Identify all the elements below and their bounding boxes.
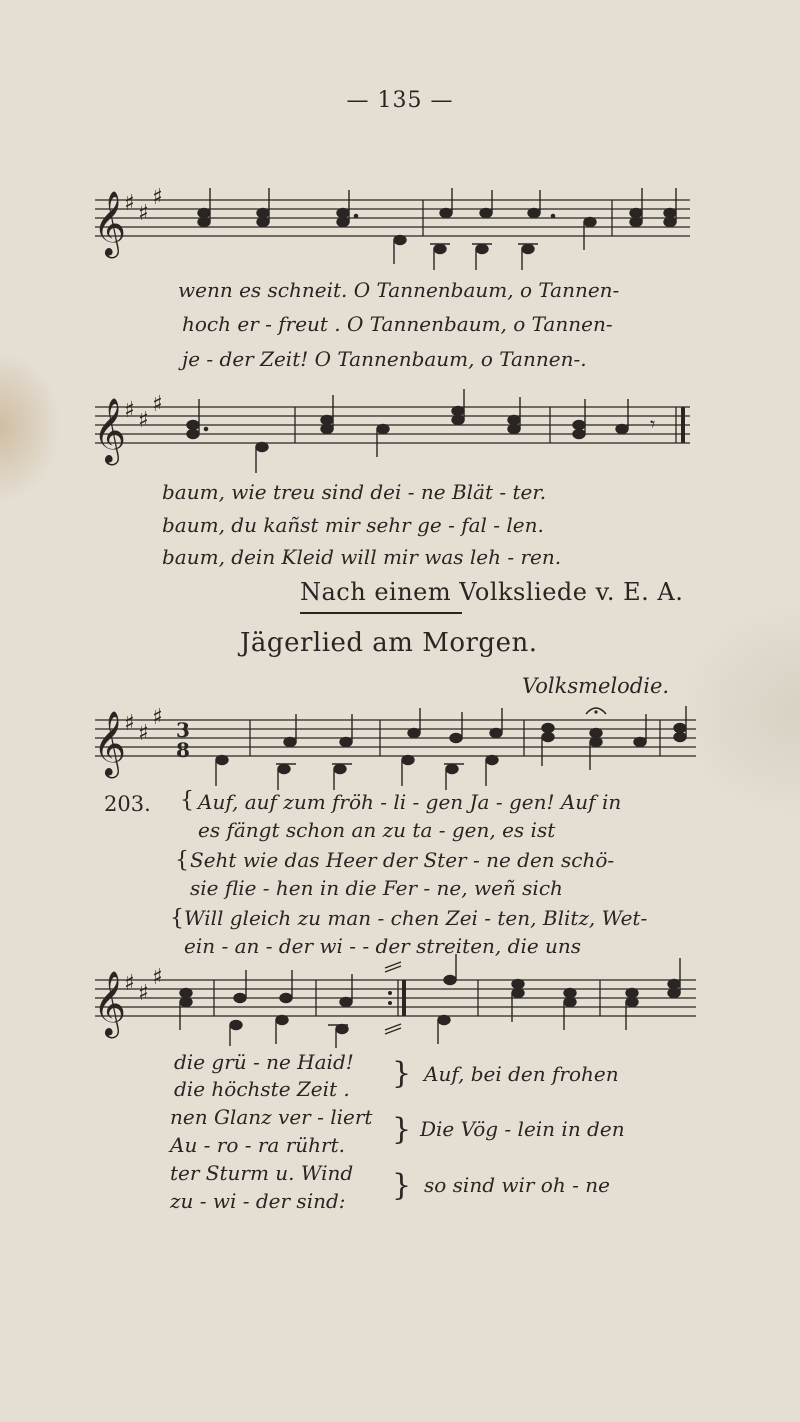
lyrics-line: Die Vög - lein in den — [420, 1117, 625, 1141]
lyrics-line: es fängt schon an zu ta - gen, es ist — [198, 818, 556, 842]
svg-text:𝄞: 𝄞 — [93, 191, 127, 256]
song-title: Jägerlied am Morgen. — [240, 628, 538, 658]
svg-text:𝄞: 𝄞 — [93, 971, 127, 1036]
lyrics-line: hoch er - freut . O Tannenbaum, o Tannen- — [182, 312, 613, 336]
svg-text:𝄾: 𝄾 — [650, 412, 656, 436]
verse-brace: } — [392, 1168, 412, 1203]
tempo-marking: Volksmelodie. — [522, 674, 670, 698]
svg-text:𝄞: 𝄞 — [93, 398, 127, 463]
lyrics-line: baum, dein Kleid will mir was leh - ren. — [162, 545, 562, 569]
lyrics-line: nen Glanz ver - liert — [170, 1105, 373, 1129]
svg-text:♯: ♯ — [124, 711, 135, 736]
lyrics-line: die grü - ne Haid! — [174, 1050, 354, 1074]
svg-text:♯: ♯ — [138, 201, 149, 226]
lyrics-line: sie flie - hen in die Fer - ne, weñ sich — [190, 876, 563, 900]
title-divider — [300, 612, 462, 614]
time-signature-denominator: 8 — [176, 738, 190, 762]
lyrics-line: baum, wie treu sind dei - ne Blät - ter. — [162, 480, 547, 504]
lyrics-line: Will gleich zu man - chen Zei - ten, Blitz, Wet- — [184, 906, 648, 930]
song-number: 203. — [104, 792, 151, 816]
svg-text:♯: ♯ — [124, 971, 135, 996]
svg-text:♯: ♯ — [124, 398, 135, 423]
svg-text:♯: ♯ — [152, 392, 163, 417]
time-signature-numerator: 3 — [176, 718, 190, 742]
svg-text:♯: ♯ — [138, 981, 149, 1006]
page-number: — 135 — — [346, 88, 454, 113]
verse-brace: } — [392, 1112, 412, 1147]
verse-brace: { — [175, 848, 189, 873]
music-staff-jaegerlied-1 — [0, 700, 800, 800]
lyrics-line: Auf, auf zum fröh - li - gen Ja - gen! Auf in — [198, 790, 622, 814]
music-staff-jaegerlied-2 — [0, 950, 800, 1050]
lyrics-line: ein - an - der wi - - der streiten, die uns — [184, 934, 582, 958]
svg-text:♯: ♯ — [124, 191, 135, 216]
music-staff-tannenbaum-1 — [0, 180, 800, 280]
svg-text:♯: ♯ — [152, 705, 163, 730]
lyrics-line: zu - wi - der sind: — [170, 1189, 346, 1213]
song-credit: Nach einem Volksliede v. E. A. — [300, 578, 684, 606]
svg-text:♯: ♯ — [152, 965, 163, 990]
lyrics-line: Au - ro - ra rührt. — [170, 1133, 345, 1157]
lyrics-line: Seht wie das Heer der Ster - ne den schö- — [190, 848, 615, 872]
svg-text:𝄞: 𝄞 — [93, 711, 127, 776]
svg-text:♯: ♯ — [152, 185, 163, 210]
verse-brace: { — [170, 906, 184, 931]
lyrics-line: baum, du kañst mir sehr ge - fal - len. — [162, 513, 544, 537]
lyrics-line: wenn es schneit. O Tannenbaum, o Tannen- — [178, 278, 620, 302]
lyrics-line: Auf, bei den frohen — [424, 1062, 619, 1086]
lyrics-line: die höchste Zeit . — [174, 1077, 350, 1101]
verse-brace: } — [392, 1056, 412, 1091]
lyrics-line: so sind wir oh - ne — [424, 1173, 610, 1197]
svg-text:♯: ♯ — [138, 721, 149, 746]
lyrics-line: ter Sturm u. Wind — [170, 1161, 354, 1185]
music-staff-tannenbaum-2 — [0, 385, 800, 485]
svg-text:♯: ♯ — [138, 408, 149, 433]
lyrics-line: je - der Zeit! O Tannenbaum, o Tannen-. — [182, 347, 587, 371]
verse-brace: { — [180, 788, 194, 813]
